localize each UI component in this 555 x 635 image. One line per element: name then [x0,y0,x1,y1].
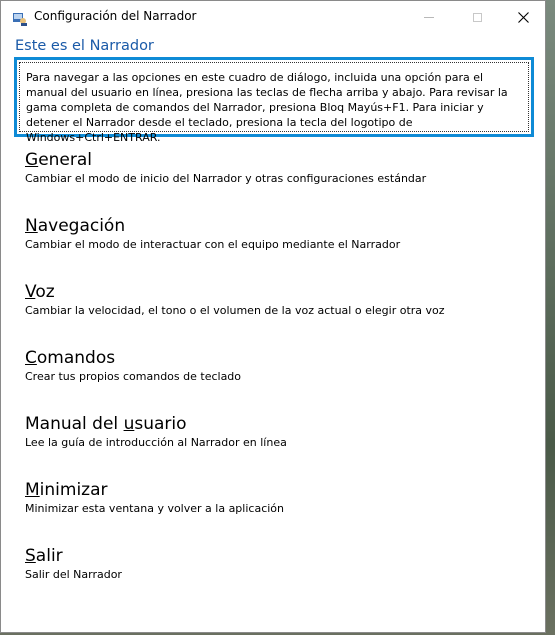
title-bar[interactable] [1,1,545,33]
intro-text: Para navegar a las opciones en este cuadro de diálogo, incluida una opción para el manual del usuario en línea, presiona las teclas de flecha arriba y abajo. Para revisar la gama completa de comandos del Narrador, presiona Bloq Mayús+F1. Para iniciar y detener el Narrador desde el teclado, presiona la tecla del logotipo de Windows+Ctrl+ENTRAR. [26,71,508,144]
menu-item-user-guide[interactable] [25,413,525,469]
title-suffix: omandos [36,348,116,368]
access-key: G [25,150,39,170]
menu-item-title [25,347,525,369]
title-prefix: Manual del [25,414,124,434]
intro-text-box[interactable] [14,57,534,144]
maximize-button[interactable] [454,1,500,33]
menu-item-description: Cambiar el modo de inicio del Narrador y otras configuraciones estándar [25,172,427,185]
title-suffix: suario [134,414,187,434]
title-suffix: inimizar [39,480,108,500]
access-key: N [25,216,38,236]
narrator-app-icon [12,11,28,27]
intro-heading: Este es el Narrador [15,38,154,54]
menu-item-description: Cambiar la velocidad, el tono o el volumen de la voz actual o elegir otra voz [25,304,445,317]
menu-item-exit[interactable] [25,545,525,601]
close-icon [518,12,529,23]
minimize-icon [424,17,434,18]
menu-item-description: Lee la guía de introducción al Narrador en línea [25,436,287,449]
menu-item-description: Salir del Narrador [25,568,122,581]
menu-item-title [25,149,525,171]
menu-item-description: Crear tus propios comandos de teclado [25,370,242,383]
menu-item-general[interactable] [25,149,525,205]
minimize-button[interactable] [406,1,452,33]
maximize-icon [473,13,482,22]
access-key: V [25,282,36,302]
window-title: Configuración del Narrador [34,9,197,23]
menu-item-minimize[interactable] [25,479,525,535]
menu-item-title [25,413,525,435]
access-key: u [123,414,135,434]
access-key: C [25,348,37,368]
menu-item-title [25,215,525,237]
menu-item-navigation[interactable] [25,215,525,271]
close-button[interactable] [500,1,546,33]
menu-item-description: Cambiar el modo de interactuar con el equipo mediante el Narrador [25,238,401,251]
title-suffix: avegación [37,216,126,236]
menu-item-title [25,281,525,303]
menu-item-voice[interactable] [25,281,525,337]
menu-item-title [25,479,525,501]
access-key: M [25,480,40,500]
access-key: S [25,546,36,566]
title-suffix: oz [35,282,55,302]
menu-item-title [25,545,525,567]
menu-item-commands[interactable] [25,347,525,403]
title-suffix: eneral [38,150,93,170]
menu-item-description: Minimizar esta ventana y volver a la aplicación [25,502,284,515]
title-suffix: alir [35,546,63,566]
